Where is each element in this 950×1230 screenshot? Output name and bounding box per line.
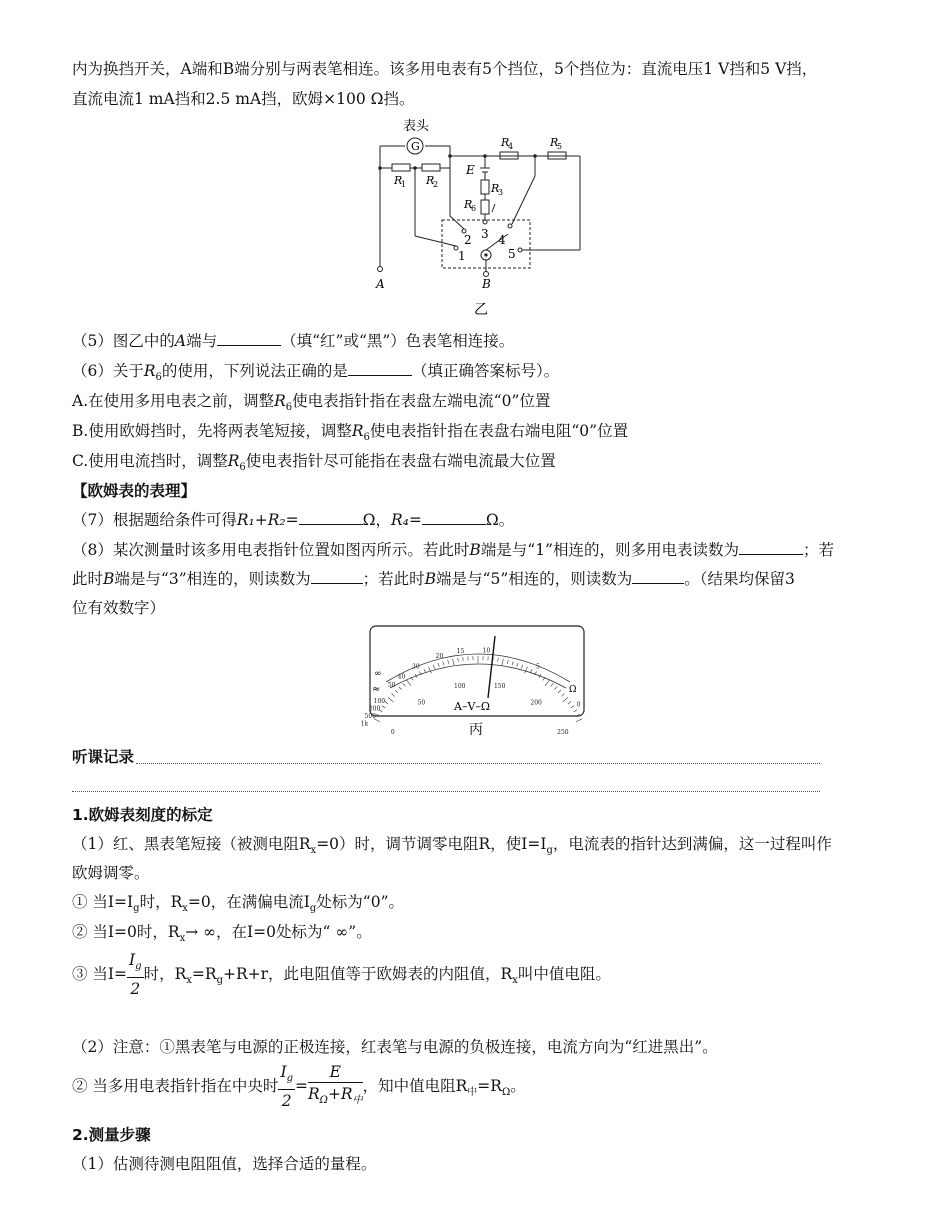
meter-top-label: 50: [387, 681, 396, 689]
s1-p3: ② 当多用电表指针指在中央时 $\frac{I_g}{2}$ = $\frac{E}{R_\Omega+R_中}$ ，知中值电阻$R_中=R_\Omega$。: [72, 1063, 526, 1111]
s1-c1b: 时，R: [139, 893, 183, 911]
circuit-diagram: [370, 116, 590, 321]
s1-p3-num: I: [280, 1063, 287, 1081]
s1-num: 1: [72, 806, 83, 824]
terminal-a: [378, 267, 383, 272]
r4-sub: 4: [508, 142, 514, 151]
opt-a-r: R: [274, 392, 286, 410]
s2-title: .测量步骤: [82, 1126, 151, 1144]
r1-label: R: [394, 174, 403, 187]
resistor-r1: [392, 164, 410, 171]
opt-c-pre: C.使用电流挡时，调整: [72, 452, 228, 470]
meter-top-label: 0: [576, 701, 581, 709]
q5-post: 端与: [186, 332, 218, 350]
meter-top-label: 1k: [360, 720, 369, 728]
terminal-2-label: 2: [464, 233, 472, 247]
q8-l1c: ；若: [802, 541, 834, 559]
meter-infinity: ∞: [374, 669, 382, 679]
opt-a-pre: A.在使用多用电表之前，调整: [72, 392, 275, 410]
s1-p3-sub-mid: 中: [467, 1087, 478, 1099]
terminal-b: [484, 272, 489, 277]
q7-blank-1[interactable]: [299, 510, 363, 525]
s1-p3a: ② 当多用电表指针指在中央时: [72, 1077, 279, 1096]
s1-title: .欧姆表刻度的标定: [82, 806, 213, 824]
r1-sub: 1: [401, 180, 407, 189]
q8-l1a: （8）某次测量时该多用电表指针位置如图丙所示。若此时: [72, 541, 470, 559]
s1-c2: ② 当I=0时，R: [72, 923, 180, 941]
resistor-r3: [481, 180, 489, 194]
meter-top-label: 15: [456, 648, 465, 656]
question-8-line-1: [72, 539, 880, 561]
meter-caption: 丙: [469, 722, 483, 738]
terminal-4: [508, 224, 512, 228]
s1-case-1: [72, 891, 880, 920]
s1-p3-sub-omega: Ω: [501, 1087, 511, 1099]
s1-c2b: → ∞，在I=0处标为“ ∞”。: [185, 923, 372, 941]
meter-bottom-label: 50: [417, 699, 426, 707]
opt-a-rsub: 6: [285, 402, 293, 414]
s1-c1d: 处标为“0”。: [316, 893, 404, 911]
meter-bottom-label: 200: [530, 699, 542, 707]
section-ohm-heading: 【欧姆表的表理】: [72, 482, 197, 500]
terminal-3: [483, 220, 487, 224]
notes-rule-2: [72, 791, 820, 792]
resistor-r2: [422, 164, 440, 171]
s1-p3-fraction-2: [308, 1062, 363, 1112]
q6-pre: （6）关于: [72, 362, 144, 380]
terminal-4-label: 4: [498, 233, 506, 247]
s1-c3-num-sub: g: [135, 961, 142, 973]
s1-c1-sub-g: g: [133, 903, 140, 915]
opt-b-rsub: 6: [363, 432, 370, 444]
question-7: [72, 509, 880, 531]
meter-top-label: 500: [364, 712, 376, 720]
s1-p1-line-1: [72, 833, 880, 862]
s1-p3-eq-sub-omega: Ω: [319, 1095, 328, 1107]
q6-post: 的使用，下列说法正确的是: [161, 362, 348, 380]
meter-top-label: 30: [412, 663, 420, 671]
r5-label: R: [550, 136, 559, 149]
s1-p3-eq-num: E: [308, 1062, 363, 1083]
a-label: A: [376, 277, 385, 291]
resistor-r6: [481, 200, 489, 214]
s1-p3c: =R: [477, 1077, 502, 1096]
meter-top-label: 5: [536, 663, 540, 671]
r6-sub: 6: [471, 204, 477, 213]
s1-p3-den: 2: [281, 1092, 292, 1111]
q8-b1: B: [469, 541, 481, 559]
question-8-line-3: 位有效数字）: [72, 599, 166, 617]
s2-num: 2: [72, 1126, 83, 1144]
meter-bottom-label: 0: [390, 729, 395, 736]
s1-c3-den: 2: [130, 980, 141, 999]
s1-case-2: [72, 921, 880, 950]
opt-c-rsub: 6: [239, 462, 246, 474]
s1-c1: ① 当I=I: [72, 893, 134, 911]
meter-mode: A–V–Ω: [454, 700, 491, 713]
opt-a-post: 使电表指针指在表盘左端电流“0”位置: [292, 392, 551, 410]
meter-tick: [576, 719, 582, 722]
notes-rule-1: [136, 763, 820, 764]
r3-sub: 3: [498, 188, 504, 197]
q8-blank-2[interactable]: [311, 569, 363, 584]
r2-label: R: [426, 174, 435, 187]
terminal-5-label: 5: [508, 247, 516, 261]
q8-b3: B: [424, 570, 437, 588]
s1-p3-num-sub: g: [286, 1073, 293, 1085]
q8-l2a: 此时: [72, 570, 104, 588]
question-6: [72, 360, 880, 389]
meter-bottom-label: 150: [493, 683, 506, 691]
option-a: [72, 390, 880, 419]
terminal-3-label: 3: [481, 227, 489, 241]
q8-blank-1[interactable]: [739, 540, 803, 555]
q7-unit-1: Ω，: [362, 511, 391, 529]
s1-c3: ③ 当I=: [72, 965, 128, 984]
s1-c1-sub-g2: g: [309, 903, 317, 915]
s1-p3b: ，知中值电阻R: [362, 1077, 468, 1096]
section-1-heading: [72, 804, 880, 826]
meter-left-symbol: ≈: [372, 684, 381, 695]
meter-top-label: 40: [397, 673, 406, 681]
circuit-caption: 乙: [474, 302, 488, 318]
opt-b-r: R: [351, 422, 364, 440]
s1-c3-sub-x: x: [186, 975, 192, 987]
s1-c3c: =R: [191, 965, 217, 984]
s1-c3-sub-x2: x: [512, 975, 518, 987]
option-b: [72, 420, 880, 449]
meter-top-label: 10: [482, 647, 491, 655]
q8-blank-3[interactable]: [632, 569, 684, 584]
q8-l1b: 端是与“1”相连的，则多用电表读数为: [480, 541, 739, 559]
r2-sub: 2: [433, 180, 439, 189]
option-c: [72, 450, 880, 479]
s1-p3d: 。: [510, 1077, 526, 1096]
q6-r: R: [143, 362, 156, 380]
s1-p1-sub-x: x: [310, 845, 317, 857]
circuit-title: 表头: [403, 119, 430, 134]
s1-p2: （2）注意：①黑表笔与电源的正极连接，红表笔与电源的负极连接，电流方向为“红进黑出”。: [72, 1038, 718, 1056]
q8-b2: B: [103, 570, 115, 588]
notes-label: 听课记录: [72, 748, 135, 766]
s1-case-3: [72, 950, 880, 1005]
intro-line-1: 内为换挡开关，A端和B端分别与两表笔相连。该多用电表有5个挡位，5个挡位为：直流电压1 V挡和5 V挡，: [72, 60, 818, 78]
q5-blank[interactable]: [217, 331, 281, 346]
meter-bottom-label: 250: [557, 729, 569, 736]
question-5: [72, 330, 880, 352]
q7-blank-2[interactable]: [422, 510, 486, 525]
opt-b-pre: B.使用欧姆挡时，先将两表笔短接，调整: [72, 422, 352, 440]
opt-c-post: 使电表指针尽可能指在表盘右端电流最大位置: [245, 452, 556, 470]
q6-blank[interactable]: [348, 361, 412, 376]
question-8-line-2: [72, 568, 880, 590]
s1-p3-eq-sub-mid: 中: [352, 1095, 363, 1107]
r6-label: R: [464, 198, 473, 211]
s1-c3b: 时，R: [143, 965, 187, 984]
s1-p3-plus-mid: +R: [327, 1085, 353, 1103]
q8-l2b: 端是与“3”相连的，则读数为: [114, 570, 311, 588]
s1-c3d: +R+r，此电阻值等于欧姆表的内阻值，R: [222, 965, 513, 984]
galvanometer-label: G: [411, 140, 420, 153]
opt-c-r: R: [227, 452, 240, 470]
q8-l2d: 端是与“5”相连的，则读数为: [436, 570, 633, 588]
meter-dial: [360, 624, 588, 742]
q5-a: A: [174, 332, 187, 350]
opt-b-post: 使电表指针指在表盘右端电阻“0”位置: [369, 422, 629, 440]
s1-c3-fraction: [127, 950, 144, 1000]
s1-p3-fraction-1: [278, 1062, 295, 1112]
meter-top-label: 200: [368, 705, 381, 713]
q7-r4: R₄=: [390, 511, 422, 529]
meter-bottom-label: 100: [454, 683, 466, 691]
intro-line-2: 直流电流1 mA挡和2.5 mA挡，欧姆×100 Ω挡。: [72, 90, 415, 108]
q6-tail: （填正确答案标号）。: [411, 362, 560, 380]
s1-c3-sub-g: g: [216, 975, 223, 987]
r4-label: R: [501, 136, 510, 149]
q8-l2e: 。（结果均保留3: [684, 570, 795, 588]
s1-p1-sub-g: g: [546, 845, 553, 857]
r5-sub: 5: [557, 142, 563, 151]
s1-p1b: =0）时，调节调零电阻R，使I=I: [316, 835, 547, 853]
section-2-heading: [72, 1124, 880, 1146]
q7-pre: （7）根据题给条件可得: [72, 511, 237, 529]
terminal-5: [518, 248, 522, 252]
r3-label: R: [491, 182, 500, 195]
e-label: E: [466, 163, 475, 177]
meter-top-label: 100: [373, 698, 386, 706]
q7-unit-2: Ω。: [485, 511, 515, 529]
q5-pre: （5）图乙中的: [72, 332, 175, 350]
q6-rsub: 6: [155, 372, 162, 384]
terminal-1-label: 1: [458, 249, 466, 263]
q5-tail: （填“红”或“黑”）色表笔相连接。: [281, 332, 515, 350]
s1-c2-sub-x: x: [179, 933, 186, 945]
s1-p1a: （1）红、黑表笔短接（被测电阻R: [72, 835, 311, 853]
s1-c1-sub-x: x: [182, 903, 188, 915]
s1-p1c: ，电流表的指针达到满偏，这一过程叫作: [552, 835, 832, 853]
s2-p1: （1）估测待测电阻阻值，选择合适的量程。: [72, 1155, 377, 1173]
s1-c3e: 叫中值电阻。: [517, 965, 611, 984]
q7-expr: R₁+R₂=: [236, 511, 299, 529]
q8-l2c: ；若此时: [362, 570, 425, 588]
meter-top-label: 20: [435, 653, 444, 661]
s1-p1-line-2: 欧姆调零。: [72, 864, 150, 882]
s1-c3-num: I: [129, 951, 136, 969]
s1-p3-eq-den: R: [307, 1085, 320, 1103]
s1-c1c: =0，在满偏电流I: [187, 893, 310, 911]
b-label: B: [482, 277, 491, 291]
meter-unit-right: Ω: [569, 685, 577, 695]
